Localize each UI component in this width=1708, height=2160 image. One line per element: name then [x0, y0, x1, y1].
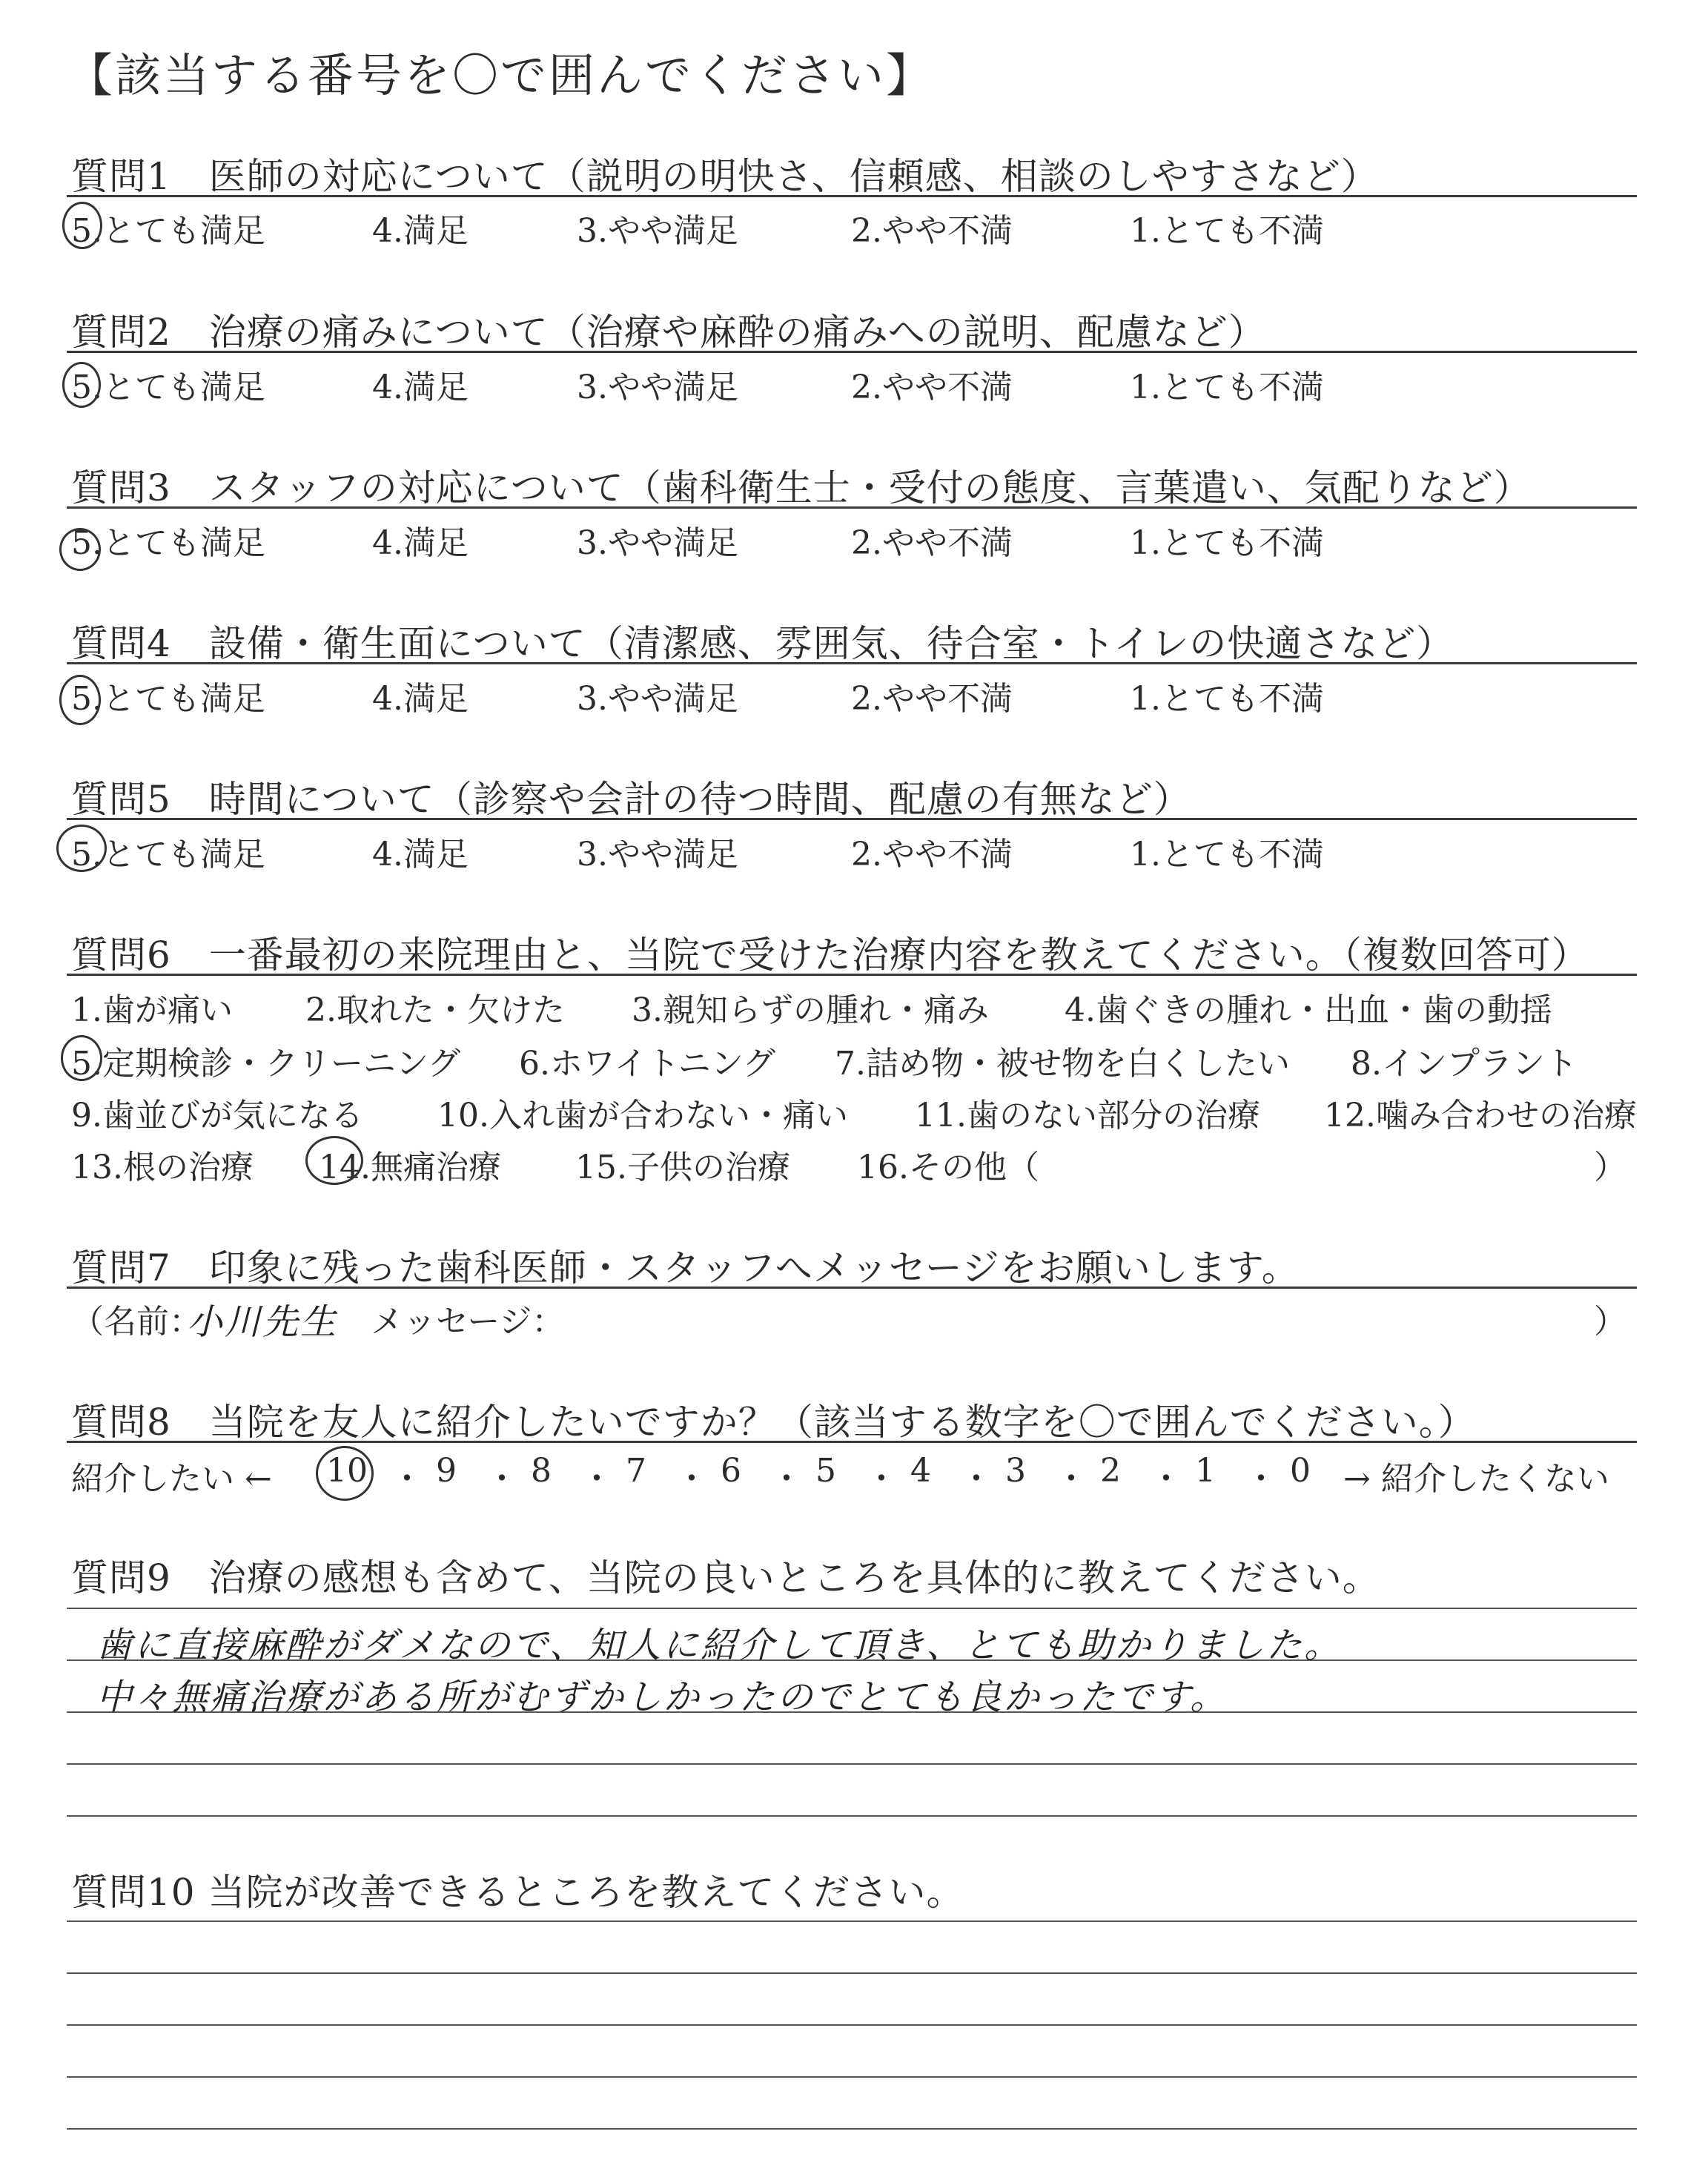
q2-option-2[interactable]: 2.やや不満	[851, 369, 1013, 406]
q8-scale-1[interactable]: 1	[1195, 1452, 1216, 1490]
q6-option-4[interactable]: 4.歯ぐきの腫れ・出血・歯の動揺	[1065, 991, 1552, 1029]
q8-left-label: 紹介したい ←	[71, 1460, 272, 1498]
q1-option-5[interactable]: 5.とても満足	[71, 212, 265, 250]
q4-option-4[interactable]: 4.満足	[372, 680, 469, 718]
question-8-rule	[67, 1441, 1637, 1443]
page-title: 【該当する番号を〇で囲んでください】	[67, 48, 935, 102]
q6-option-10[interactable]: 10.入れ歯が合わない・痛い	[437, 1097, 848, 1135]
q8-scale-9[interactable]: 9	[436, 1452, 457, 1490]
q6-option-3[interactable]: 3.親知らずの腫れ・痛み	[632, 991, 989, 1029]
q6-option-6[interactable]: 6.ホワイトニング	[519, 1045, 776, 1083]
q4-option-3[interactable]: 3.やや満足	[577, 680, 738, 718]
q8-dot: ・	[580, 1460, 613, 1498]
q7-name-value[interactable]: 小川先生	[187, 1301, 339, 1343]
question-2-rule	[67, 351, 1637, 353]
question-1-title: 質問1 医師の対応について（説明の明快さ、信頼感、相談のしやすさなど）	[71, 155, 1379, 198]
q2-option-5[interactable]: 5.とても満足	[71, 369, 265, 406]
q2-option-1[interactable]: 1.とても不満	[1130, 369, 1324, 406]
q9-answer-line	[67, 1763, 1637, 1765]
q8-scale-8[interactable]: 8	[531, 1452, 552, 1490]
q8-dot: ・	[391, 1460, 423, 1498]
q6-option-9[interactable]: 9.歯並びが気になる	[71, 1097, 363, 1135]
q8-scale-3[interactable]: 3	[1005, 1452, 1026, 1490]
question-2-title: 質問2 治療の痛みについて（治療や麻酔の痛みへの説明、配慮など）	[71, 311, 1266, 354]
q8-scale-2[interactable]: 2	[1100, 1452, 1121, 1490]
question-3-title: 質問3 スタッフの対応について（歯科衛生士・受付の態度、言葉遣い、気配りなど）	[71, 466, 1532, 509]
q7-close-paren: ）	[1594, 1303, 1626, 1341]
q1-option-3[interactable]: 3.やや満足	[577, 212, 738, 250]
q10-answer-line[interactable]	[67, 2128, 1637, 2130]
question-6-title: 質問6 一番最初の来院理由と、当院で受けた治療内容を教えてください。（複数回答可）	[71, 934, 1589, 977]
q8-scale-5[interactable]: 5	[815, 1452, 836, 1490]
q8-dot: ・	[960, 1460, 993, 1498]
q9-answer-line-1[interactable]: 歯に直接麻酔がダメなので、知人に紹介して頂き、とても助かりました。	[96, 1625, 1343, 1666]
q3-option-4[interactable]: 4.満足	[372, 524, 469, 562]
question-5-rule	[67, 818, 1637, 820]
q5-option-4[interactable]: 4.満足	[372, 836, 469, 873]
q9-answer-line	[67, 1815, 1637, 1817]
q6-option-14[interactable]: 14.無痛治療	[319, 1149, 501, 1186]
question-7-rule	[67, 1287, 1637, 1289]
q8-scale-7[interactable]: 7	[626, 1452, 646, 1490]
q4-option-5[interactable]: 5.とても満足	[71, 680, 265, 718]
q3-option-5[interactable]: 5.とても満足	[71, 524, 265, 562]
q9-answer-line-2[interactable]: 中々無痛治療がある所がむずかしかったのでとても良かったです。	[96, 1677, 1228, 1718]
q5-option-5[interactable]: 5.とても満足	[71, 836, 265, 873]
question-1-rule	[67, 195, 1637, 197]
q1-option-1[interactable]: 1.とても不満	[1130, 212, 1324, 250]
q8-scale-6[interactable]: 6	[721, 1452, 741, 1490]
q6-option-2[interactable]: 2.取れた・欠けた	[305, 991, 565, 1029]
q10-answer-line[interactable]	[67, 1972, 1637, 1974]
question-4-title: 質問4 設備・衛生面について（清潔感、雰囲気、待合室・トイレの快適さなど）	[71, 622, 1454, 665]
question-4-rule	[67, 662, 1637, 664]
q3-option-2[interactable]: 2.やや不満	[851, 524, 1013, 562]
q1-option-2[interactable]: 2.やや不満	[851, 212, 1013, 250]
q10-answer-line[interactable]	[67, 2076, 1637, 2078]
q6-option-5[interactable]: 5.定期検診・クリーニング	[71, 1045, 461, 1083]
question-6-rule	[67, 974, 1637, 976]
q1-option-4[interactable]: 4.満足	[372, 212, 469, 250]
q6-option-12[interactable]: 12.噛み合わせの治療	[1324, 1097, 1637, 1135]
q6-option-7[interactable]: 7.詰め物・被せ物を白くしたい	[835, 1045, 1290, 1083]
q10-answer-line[interactable]	[67, 2024, 1637, 2026]
q8-dot: ・	[1245, 1460, 1277, 1498]
q4-option-1[interactable]: 1.とても不満	[1130, 680, 1324, 718]
q6-close-paren: ）	[1594, 1149, 1626, 1186]
q6-option-8[interactable]: 8.インプラント	[1351, 1045, 1578, 1083]
question-9-title: 質問9 治療の感想も含めて、当院の良いところを具体的に教えてください。	[71, 1556, 1380, 1599]
q2-option-3[interactable]: 3.やや満足	[577, 369, 738, 406]
q8-dot: ・	[865, 1460, 898, 1498]
q2-option-4[interactable]: 4.満足	[372, 369, 469, 406]
q6-option-16[interactable]: 16.その他（	[857, 1149, 1039, 1186]
q8-dot: ・	[486, 1460, 518, 1498]
question-3-rule	[67, 506, 1637, 509]
q5-option-2[interactable]: 2.やや不満	[851, 836, 1013, 873]
q8-right-label: → 紹介したくない	[1343, 1460, 1609, 1498]
question-5-title: 質問5 時間について（診察や会計の待つ時間、配慮の有無など）	[71, 778, 1191, 821]
q8-dot: ・	[770, 1460, 803, 1498]
q5-option-3[interactable]: 3.やや満足	[577, 836, 738, 873]
question-8-title: 質問8 当院を友人に紹介したいですか？（該当する数字を〇で囲んでください。）	[71, 1401, 1476, 1444]
q8-scale-10[interactable]: 10	[326, 1452, 368, 1490]
q7-name-label: （名前：	[71, 1303, 202, 1341]
q4-option-2[interactable]: 2.やや不満	[851, 680, 1013, 718]
q10-answer-line[interactable]	[67, 1920, 1637, 1922]
q6-option-13[interactable]: 13.根の治療	[71, 1149, 254, 1186]
question-7-title: 質問7 印象に残った歯科医師・スタッフへメッセージをお願いします。	[71, 1246, 1300, 1289]
q8-scale-0[interactable]: 0	[1290, 1452, 1311, 1490]
q8-dot: ・	[1055, 1460, 1088, 1498]
q9-answer-line	[67, 1608, 1637, 1609]
q7-message-label: メッセージ：	[371, 1303, 565, 1341]
q6-option-15[interactable]: 15.子供の治療	[575, 1149, 790, 1186]
q6-option-1[interactable]: 1.歯が痛い	[71, 991, 233, 1029]
q8-dot: ・	[1150, 1460, 1182, 1498]
q3-option-3[interactable]: 3.やや満足	[577, 524, 738, 562]
q5-option-1[interactable]: 1.とても不満	[1130, 836, 1324, 873]
question-10-title: 質問10 当院が改善できるところを教えてください。	[71, 1871, 964, 1914]
q8-scale-4[interactable]: 4	[910, 1452, 931, 1490]
q8-dot: ・	[675, 1460, 708, 1498]
q3-option-1[interactable]: 1.とても不満	[1130, 524, 1324, 562]
q6-option-11[interactable]: 11.歯のない部分の治療	[915, 1097, 1260, 1135]
